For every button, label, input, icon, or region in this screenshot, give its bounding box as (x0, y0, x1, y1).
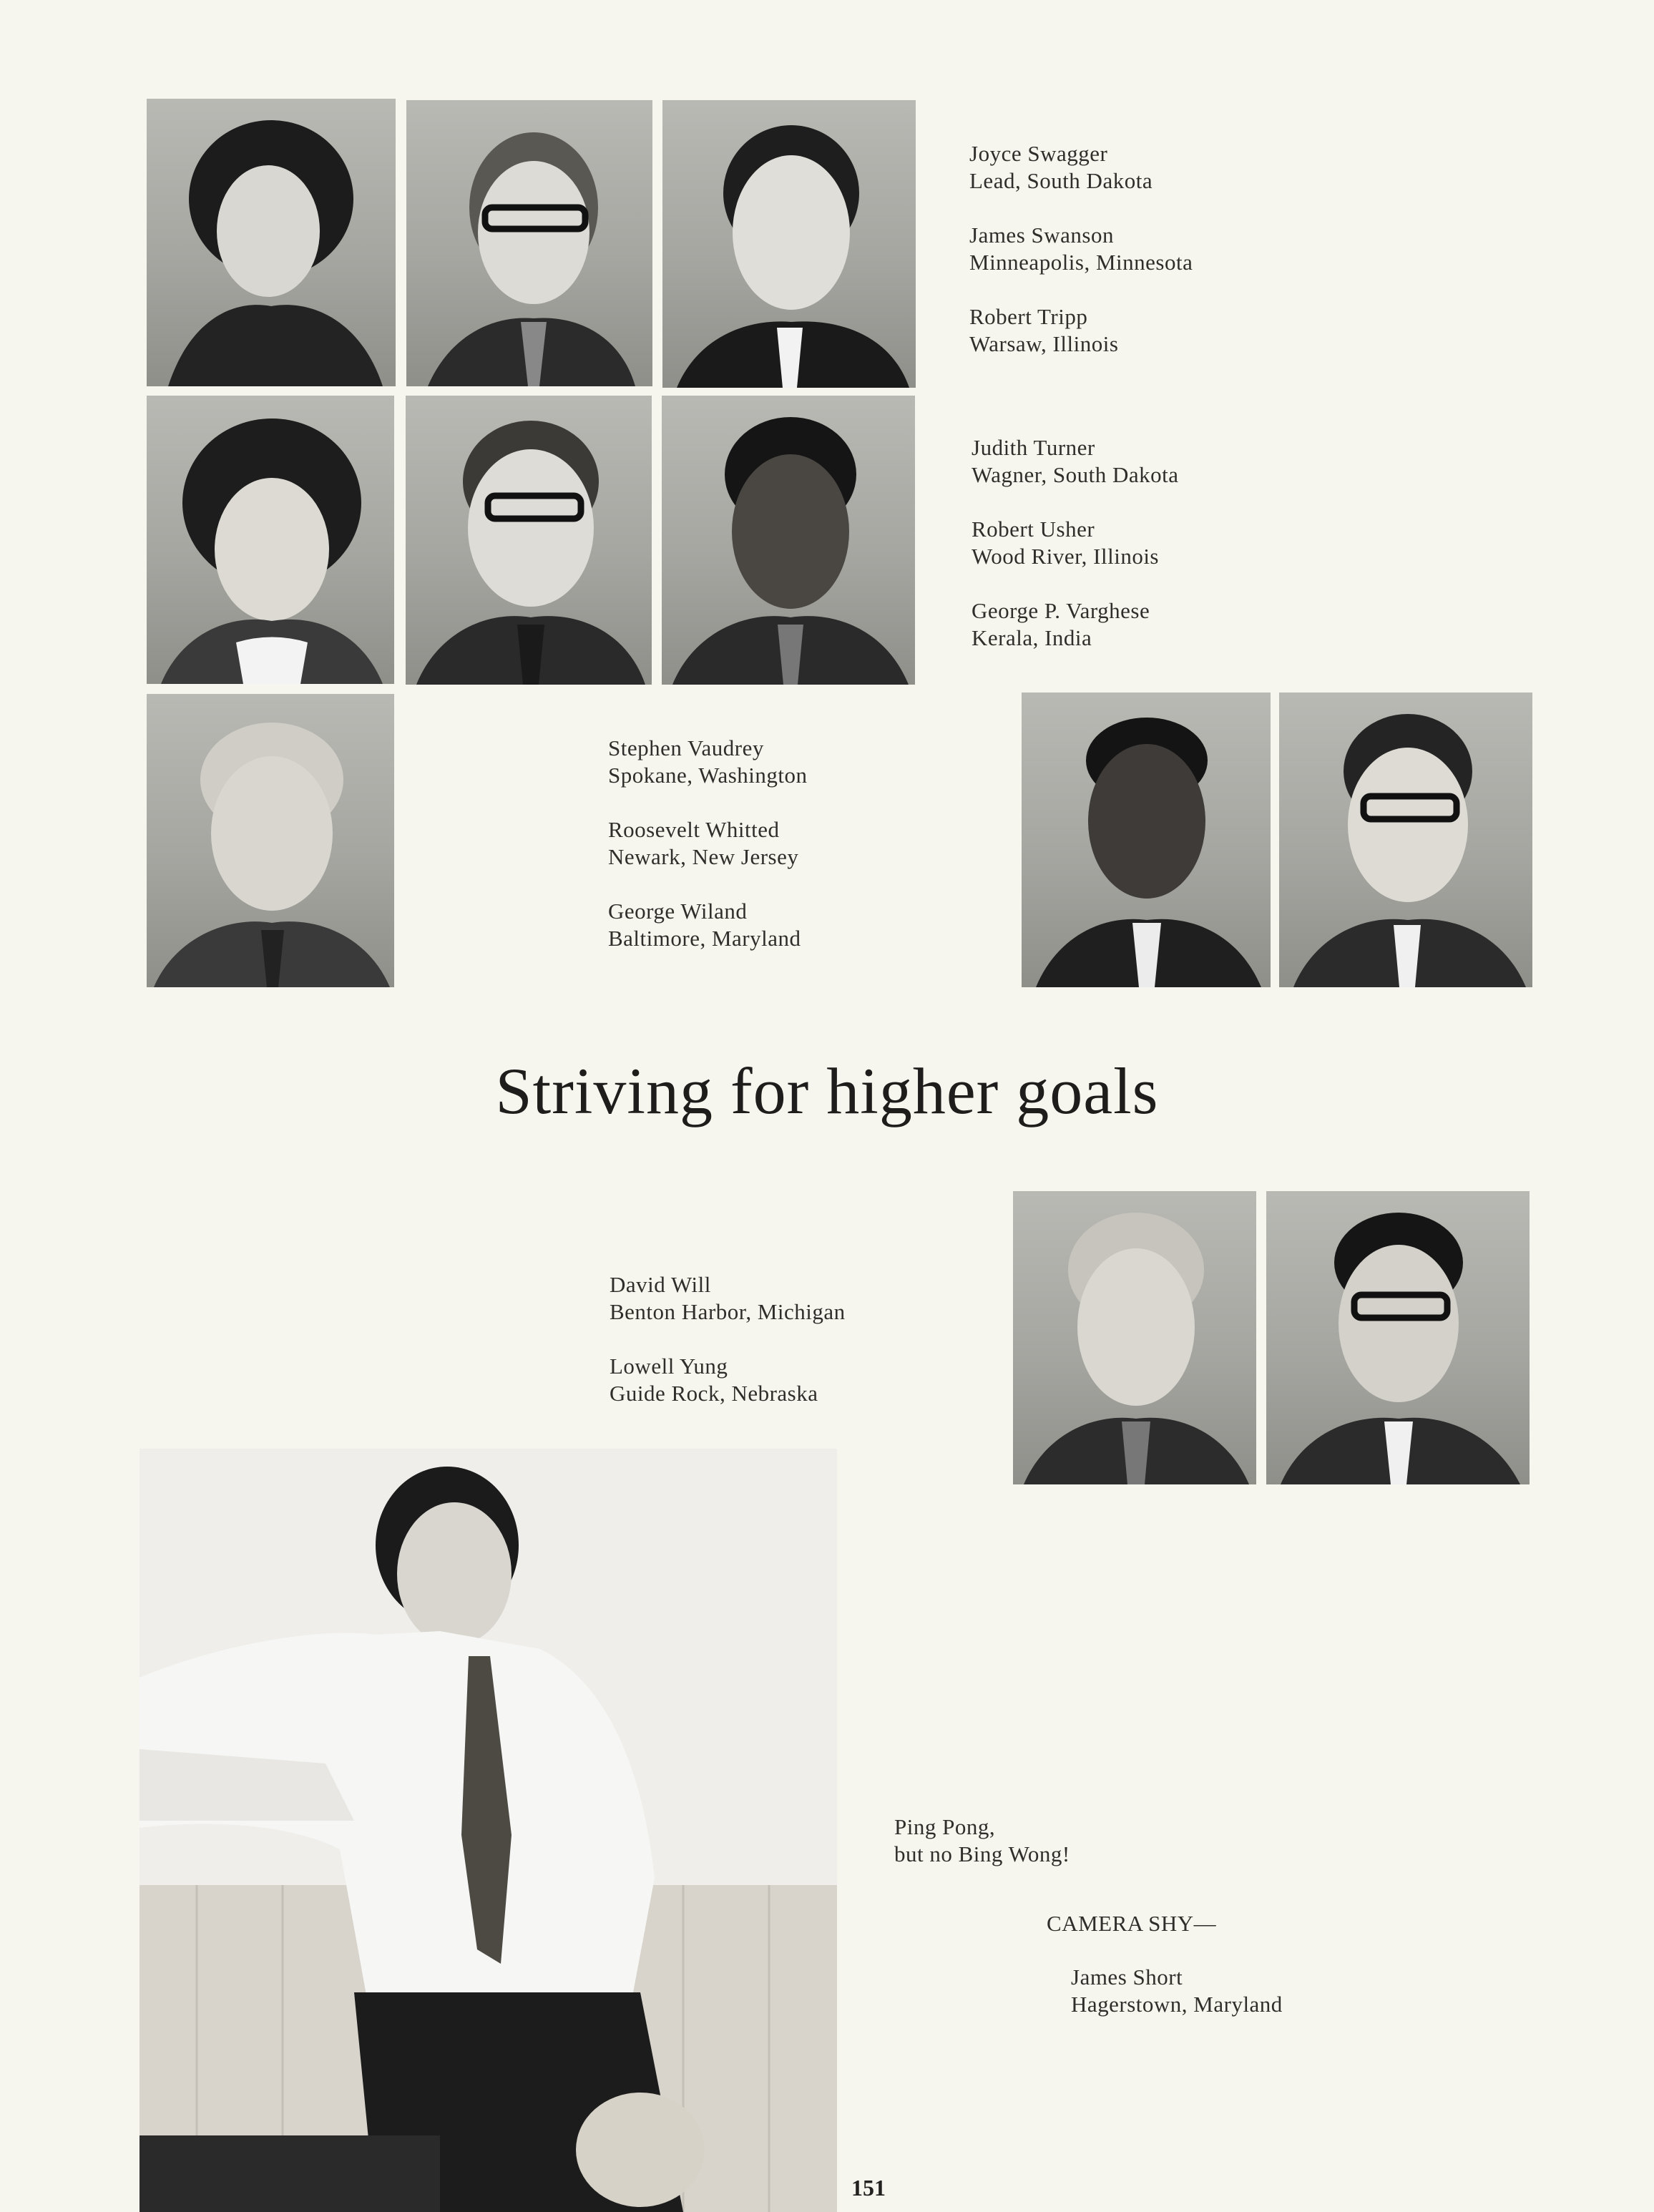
portrait-robert-tripp (662, 100, 916, 388)
caption-entry (608, 816, 808, 871)
portrait-judith-turner (147, 396, 394, 684)
student-hometown: Guide Rock, Nebraska (610, 1381, 818, 1406)
student-hometown: Minneapolis, Minnesota (969, 250, 1193, 275)
student-name: Judith Turner (972, 435, 1095, 460)
student-hometown: Kerala, India (972, 625, 1092, 650)
page-number: 151 (851, 2175, 886, 2201)
student-hometown: Benton Harbor, Michigan (610, 1299, 846, 1324)
portrait-george-wiland (1279, 693, 1532, 987)
student-name: Robert Tripp (969, 304, 1088, 329)
caption-entry (972, 597, 1179, 652)
portrait-david-will (1013, 1191, 1256, 1484)
student-hometown: Lead, South Dakota (969, 168, 1153, 193)
caption-group-c (608, 735, 808, 979)
caption-group-b (972, 434, 1179, 679)
caption-entry (608, 735, 808, 789)
portrait-stephen-vaudrey (147, 694, 394, 987)
caption-entry (969, 140, 1193, 195)
caption-entry (610, 1271, 846, 1326)
camera-shy-entry (1071, 1964, 1283, 2018)
caption-entry (969, 303, 1193, 358)
photo-caption (894, 1814, 1070, 1868)
photo-caption-line: but no Bing Wong! (894, 1841, 1070, 1866)
caption-group-d (610, 1271, 846, 1434)
student-hometown: Warsaw, Illinois (969, 331, 1119, 356)
student-name: George P. Varghese (972, 598, 1150, 623)
student-hometown: Newark, New Jersey (608, 844, 799, 869)
student-name: Lowell Yung (610, 1354, 728, 1379)
portrait-roosevelt-whitted (1022, 693, 1271, 987)
camera-shy-label: CAMERA SHY— (1047, 1911, 1217, 1936)
student-name: George Wiland (608, 899, 748, 924)
ping-pong-photo (140, 1449, 837, 2212)
caption-entry (608, 898, 808, 952)
student-name: James Short (1071, 1964, 1183, 1990)
caption-entry (969, 222, 1193, 276)
caption-entry (610, 1353, 846, 1407)
caption-entry (972, 516, 1179, 570)
portrait-joyce-swagger (147, 99, 396, 386)
student-name: Robert Usher (972, 517, 1095, 542)
student-hometown: Baltimore, Maryland (608, 926, 801, 951)
student-hometown: Wood River, Illinois (972, 544, 1159, 569)
caption-entry (972, 434, 1179, 489)
portrait-robert-usher (406, 396, 652, 685)
student-name: Stephen Vaudrey (608, 735, 764, 760)
student-hometown: Spokane, Washington (608, 763, 808, 788)
student-hometown: Hagerstown, Maryland (1071, 1992, 1283, 2017)
student-name: Joyce Swagger (969, 141, 1108, 166)
portrait-george-varghese (662, 396, 915, 685)
caption-group-a (969, 140, 1193, 385)
photo-caption-line: Ping Pong, (894, 1814, 996, 1839)
portrait-lowell-yung (1266, 1191, 1530, 1484)
student-hometown: Wagner, South Dakota (972, 462, 1179, 487)
student-name: James Swanson (969, 222, 1114, 248)
student-name: David Will (610, 1272, 711, 1297)
portrait-james-swanson (406, 100, 652, 386)
student-name: Roosevelt Whitted (608, 817, 780, 842)
page-headline: Striving for higher goals (495, 1054, 1159, 1127)
